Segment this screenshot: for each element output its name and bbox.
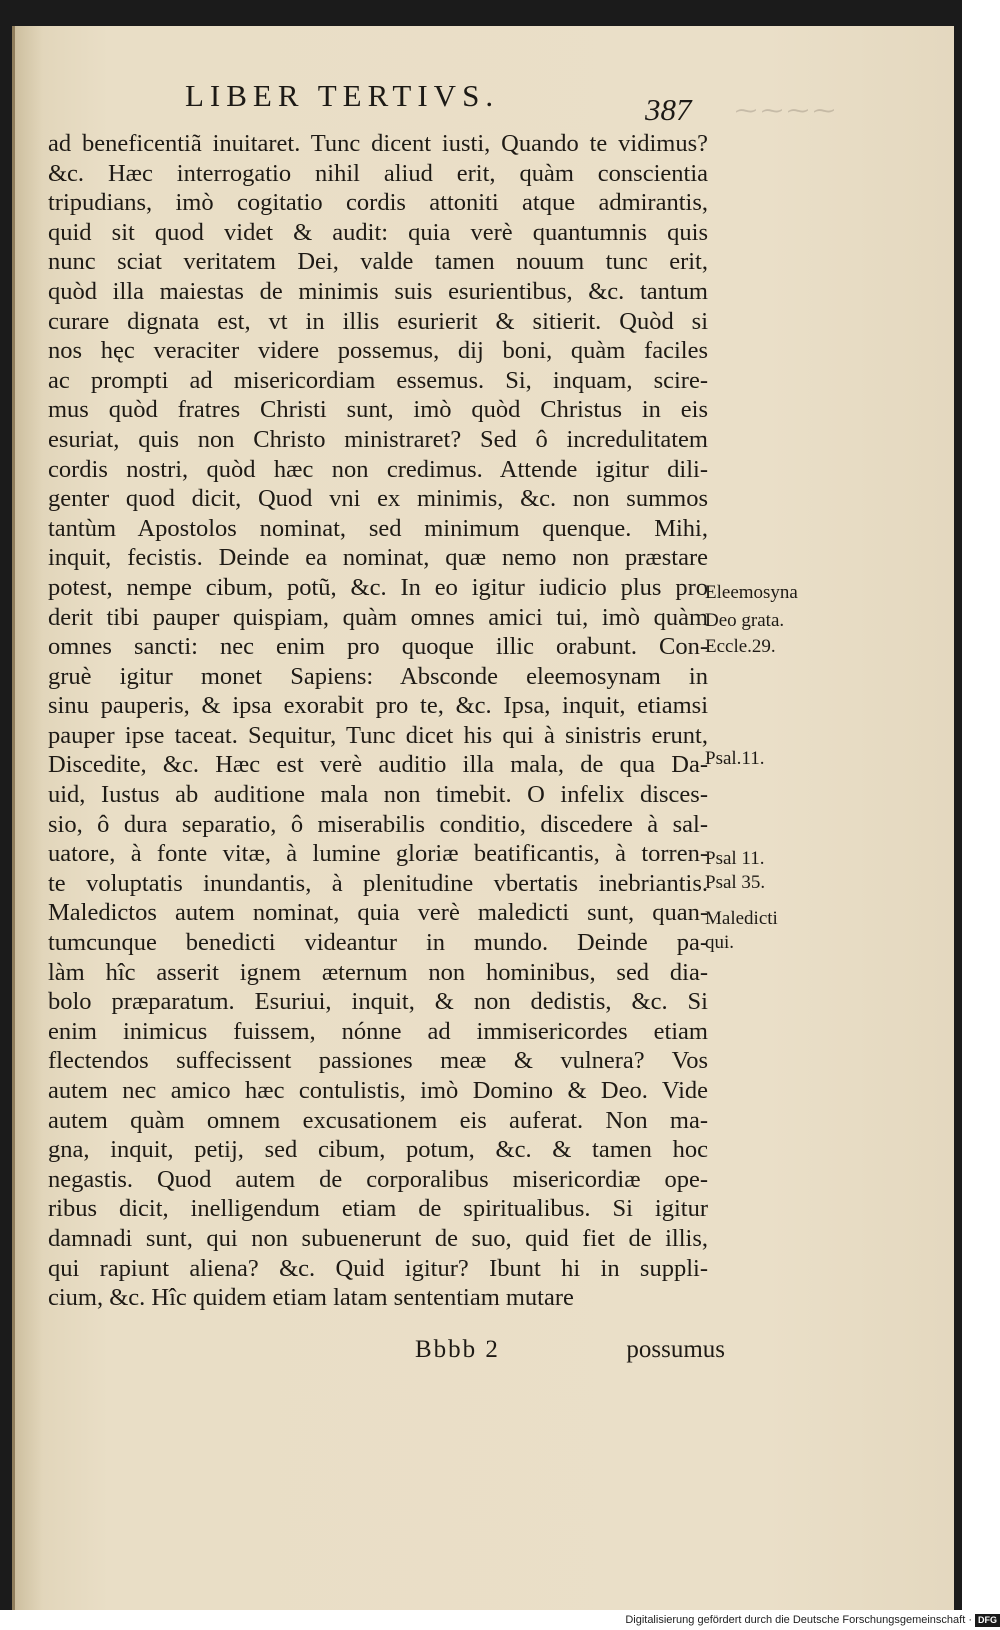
text-line: cordis nostri, quòd hæc non credimus. Attende igitur dili-: [48, 455, 708, 483]
book-page: [12, 26, 954, 1610]
text-line: te voluptatis inundantis, à plenitudine vbertatis inebriantis.: [48, 869, 708, 897]
text-line: tumcunque benedicti videantur in mundo. Deinde pa-: [48, 929, 708, 957]
page-number: 387: [645, 92, 692, 127]
bleed-through-text: ⁓⁓⁓⁓: [735, 98, 839, 123]
margin-note-eleemosyna: Eleemosyna: [705, 582, 798, 603]
text-line: tripudians, imò cogitatio cordis attoniti atque admirantis,: [48, 189, 708, 217]
text-line: autem nec amico hæc contulistis, imò Domino & Deo. Vide: [48, 1077, 708, 1104]
text-line: mus quòd fratres Christi sunt, imò quòd Christus in eis: [48, 396, 708, 424]
text-line: autem quàm omnem excusationem eis auferat. Non ma-: [48, 1106, 708, 1134]
text-line: sio, ô dura separatio, ô miserabilis conditio, discedere à sal-: [48, 810, 708, 838]
text-line: negastis. Quod autem de corporalibus misericordiæ ope-: [48, 1165, 708, 1193]
margin-note-eccle-29: Eccle.29.: [705, 636, 776, 657]
text-line: qui rapiunt aliena? &c. Quid igitur? Ibunt hi in suppli-: [48, 1254, 708, 1282]
text-line: pauper ipse taceat. Sequitur, Tunc dicet his qui à sinistris erunt,: [48, 721, 708, 749]
text-line: gna, inquit, petij, sed cibum, potum, &c. & tamen hoc: [48, 1136, 708, 1164]
text-line: tantùm Apostolos nominat, sed minimum quenque. Mihi,: [48, 514, 708, 542]
text-line: Discedite, &c. Hæc est verè auditio illa mala, de qua Da-: [48, 751, 708, 779]
body-text: [48, 129, 708, 1313]
text-line: nos hęc veraciter videre possemus, dij boni, quàm faciles: [48, 337, 708, 365]
text-line: quid sit quod videt & audit: quia verè quantumnis quis: [48, 218, 708, 246]
text-line: nunc sciat veritatem Dei, valde tamen nouum tunc erit,: [48, 248, 708, 276]
margin-note-qui: qui.: [705, 932, 735, 953]
margin-note-maledicti: Maledicti: [705, 908, 778, 929]
text-line: omnes sancti: nec enim pro quoque illic orabunt. Con-: [48, 633, 708, 661]
text-line: bolo præparatum. Esuriui, inquit, & non dedistis, &c. Si: [48, 988, 708, 1016]
text-line: potest, nempe cibum, potũ, &c. In eo igitur iudicio plus pro: [48, 573, 708, 601]
credit-text: Digitalisierung gefördert durch die Deutsche Forschungsgemeinschaft ·: [625, 1614, 972, 1626]
text-line: uid, Iustus ab auditione mala non timebit. O infelix disces-: [48, 781, 708, 809]
running-head: LIBER TERTIVS.: [185, 78, 500, 113]
text-line: làm hîc asserit ignem æternum non hominibus, sed dia-: [48, 958, 708, 986]
text-line: inquit, fecistis. Deinde ea nominat, quæ nemo non præstare: [48, 544, 708, 572]
text-line: enim inimicus fuissem, nónne ad immisericordes etiam: [48, 1017, 708, 1045]
signature-mark: Bbbb 2: [415, 1336, 500, 1363]
text-line: quòd illa maiestas de minimis suis esurientibus, &c. tantum: [48, 277, 708, 305]
text-line: ac prompti ad misericordiam essemus. Si, inquam, scire-: [48, 366, 708, 394]
dfg-logo: DFG: [975, 1614, 1000, 1627]
text-line: uatore, à fonte vitæ, à lumine gloriæ beatificantis, à torren-: [48, 840, 708, 868]
text-line: ribus dicit, inelligendum etiam de spiritualibus. Si igitur: [48, 1195, 708, 1223]
margin-note-psal-35: Psal 35.: [705, 872, 766, 893]
text-line: esuriat, quis non Christo ministraret? Sed ô incredulitatem: [48, 425, 708, 453]
text-line: &c. Hæc interrogatio nihil aliud erit, quàm conscientia: [48, 159, 708, 187]
text-line: ad beneficentiã inuitaret. Tunc dicent iusti, Quando te vidimus?: [48, 130, 708, 157]
text-line: curare dignata est, vt in illis esurierit & sitierit. Quòd si: [48, 307, 708, 335]
text-line: genter quod dicit, Quod vni ex minimis, &c. non summos: [48, 485, 708, 513]
margin-note-psal-11-second: Psal 11.: [705, 848, 765, 869]
text-line: derit tibi pauper quispiam, quàm omnes amici tui, imò quàm: [48, 603, 708, 631]
text-line: damnadi sunt, qui non subuenerunt de suo, quid fiet de illis,: [48, 1224, 708, 1252]
margin-note-deo-grata: Deo grata.: [705, 610, 785, 631]
text-line: gruè igitur monet Sapiens: Absconde eleemosynam in: [48, 662, 708, 690]
text-line: sinu pauperis, & ipsa exorabit pro te, &c. Ipsa, inquit, etiamsi: [48, 692, 708, 720]
text-line: Maledictos autem nominat, quia verè maledicti sunt, quan-: [48, 899, 708, 927]
text-line: flectendos suffecissent passiones meæ & vulnera? Vos: [48, 1047, 708, 1075]
text-line: cium, &c. Hîc quidem etiam latam sententiam mutare: [48, 1284, 574, 1312]
catchword: possumus: [626, 1336, 725, 1363]
margin-note-psal-11: Psal.11.: [705, 748, 765, 769]
digitization-credit: [560, 1611, 1000, 1630]
